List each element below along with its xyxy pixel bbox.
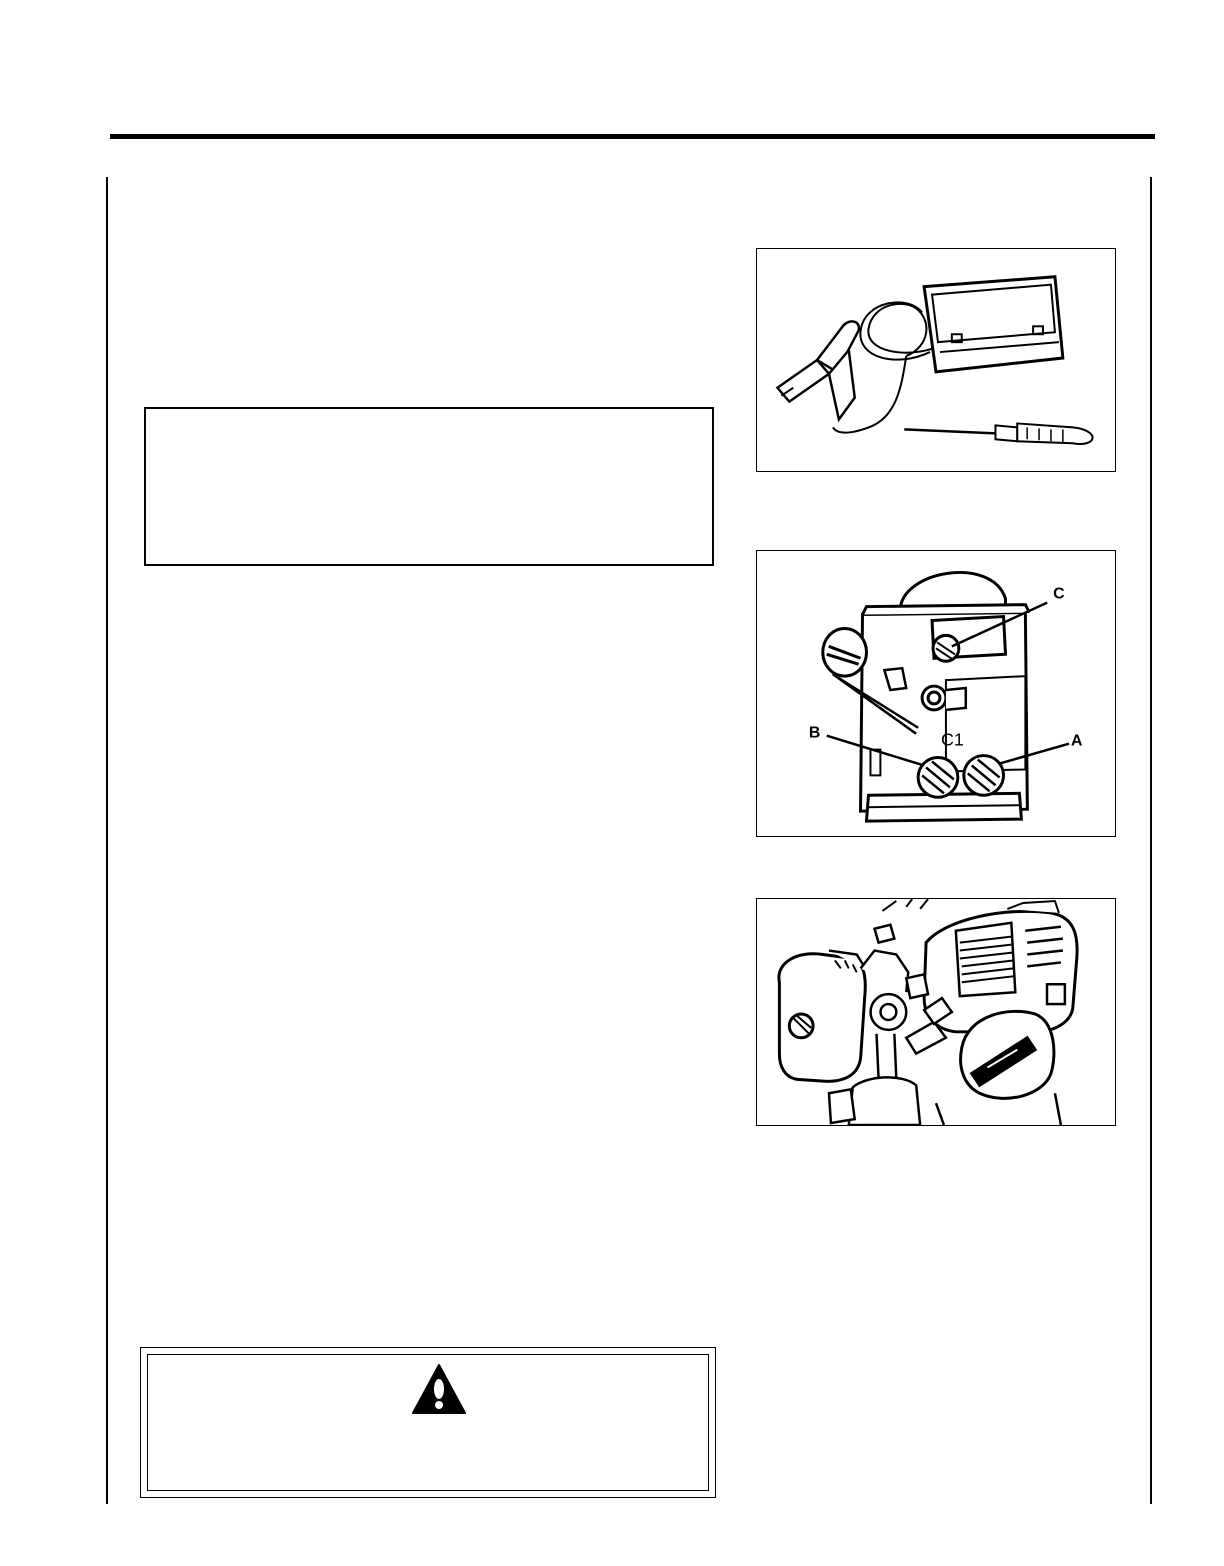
screw-b [918, 758, 958, 798]
screwdriver-icon [904, 423, 1092, 444]
fitting [922, 686, 966, 710]
callout-a: A [1071, 732, 1083, 750]
tachometer-icon [924, 277, 1063, 372]
screw-a [964, 756, 1004, 796]
header-rule [110, 134, 1155, 139]
callout-b: B [808, 724, 821, 742]
recoil-starter-icon [961, 1011, 1054, 1098]
carburetor-stamp: C1 [940, 729, 964, 750]
screw-c [933, 635, 959, 661]
figure-engine [756, 898, 1116, 1126]
air-filter-icon [779, 951, 867, 1082]
right-margin-rule [1150, 177, 1152, 1504]
figure-tool-kit [756, 248, 1116, 472]
warning-triangle-icon [411, 1363, 467, 1415]
callout-c: C [1053, 585, 1065, 603]
note-box [144, 407, 714, 566]
figure-carburetor [756, 550, 1116, 837]
left-margin-rule [106, 177, 108, 1504]
alligator-clip-icon [777, 321, 858, 419]
